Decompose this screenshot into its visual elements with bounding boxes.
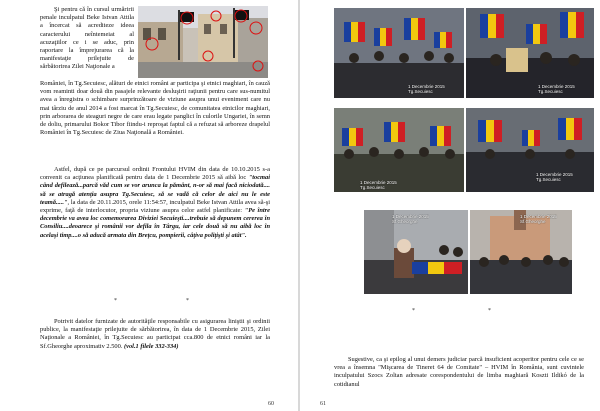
paragraph-2 <box>40 166 270 240</box>
street-photo <box>138 6 268 78</box>
photo-4-caption: 1 Decembrie 2015 Tg.Secuiesc <box>536 172 573 182</box>
paragraph-bottom: Sugestive, ca şi epilog al unui demers judiciar parcă insuficient acoperitor pentru cele ce se vrea a însemna "Mişcarea de Tineret 64 de Comitate" – HVIM în România, sunt cuvintele inculpatului Szocs Zoltan adresate corespondentului de limba maghiară Koszti Ildikó de la cotidianul <box>334 356 584 388</box>
march-photo-4 <box>466 108 594 192</box>
photo-5-caption: 1 Decembrie 2015 Sf.Gheorghe <box>392 214 429 224</box>
photo-1-caption: 1 Decembrie 2015 Tg.Secuiesc <box>408 84 445 94</box>
paragraph-3 <box>40 318 270 351</box>
paragraph-3-text: Potrivit datelor furnizate de autorităţile responsabile cu asigurarea liniştii şi ordinii publice, la manifestaţie prilejuite de sărbătorirea, în data de 1 Decembrie 2015, Zilei Naţionale a României, în Tg.Secuiesc au participat cca.800 de etnici români iar la Sf.Gheorghe aproximativ 2.500. <box>40 318 270 350</box>
paragraph-2-text-a: Astfel, după ce pe parcursul ordinii Frontului HVIM din data de 10.10.2015 s-a convenit ca acţiunea planificată pentru data de 1 Decembrie 2015 să aibă loc <box>40 166 270 182</box>
photo-2-caption: 1 Decembrie 2015 Tg.Secuiesc <box>538 84 575 94</box>
page-number-left: 60 <box>268 401 274 407</box>
photo-3-caption: 1 Decembrie 2015 Tg.Secuiesc <box>360 180 397 190</box>
separator-star-2: * <box>488 308 491 314</box>
paragraph-2-text-b: , la data de 20.11.2015, orele 11:54:57, inculpatul Beke Istvan Attila avea să-şi exprime, faţă de interlocutor, propria viziune asupra celor astfel planificate: <box>40 198 270 215</box>
page-number-right: 61 <box>320 401 326 407</box>
separator-star-2: * <box>186 298 189 304</box>
paragraph-1-continued: României, în Tg.Secuiesc, alături de etnici români ar participa şi etnici maghiari, în cauză vom reaminti doar două din pasajele relevante desluşirii raţiunii pentru care sus-numitul avea a înregistra o schimbare surprinzătoare de viziune asupra unui eveniment care nu mai târziu de anul 2014 a fost marcat în Tg.Secuiesc, de comunitatea etnicilor maghiari, prin arborarea de steaguri negre de care erau legate panglici în culorile Ungariei, în semn de doliu, primarului Bokor Tibor fiindu-i reproşat faptul că a refuzat să arboreze drapelul României în Tg.Secuiesc de Ziua Naţională a României. <box>40 80 270 137</box>
right-page <box>300 0 600 411</box>
separator-star-1: * <box>114 298 117 304</box>
paragraph-1-right-of-photo: Şi pentru că în cursul urmăririi penale inculpatul Beke Istvan Attila a încercat să acrediteze ideea caracterului neîntemeiat al acuzaţiilor ce i se aduc, prin raportare la împrejurarea că la manifestaţie prilejuite de sărbătorirea Zilei Naţionale a <box>40 6 134 71</box>
paragraph-2-quote-2: "Pe între decembrie va avea loc comemorarea Diviziei Secuieşti....trebuie să depunem cererea în Consiliu....deoarece şi românii vor defila în Târgu, iar cele două să nu aibă loc în acelaşi timp....o să aducă armata din Breţcu, pompierii, câţiva poliţişti şi atât". <box>40 207 270 239</box>
photo-6-caption: 1 Decembrie 2015 Sf.Gheorghe <box>520 214 557 224</box>
paragraph-2-quote-1: "tocmai când defilează...parcă văd cum se vor arunca la pământ, n-or să mai facă niciodată.... să se atragă atenţia asupra Tg.Secuiesc, să se vadă că celor de aici nu le este teamă....." <box>40 174 270 206</box>
march-photo-3 <box>334 108 464 192</box>
paragraph-3-reference: (vol.1 filele 332-334) <box>124 342 179 350</box>
separator-star-1: * <box>412 308 415 314</box>
